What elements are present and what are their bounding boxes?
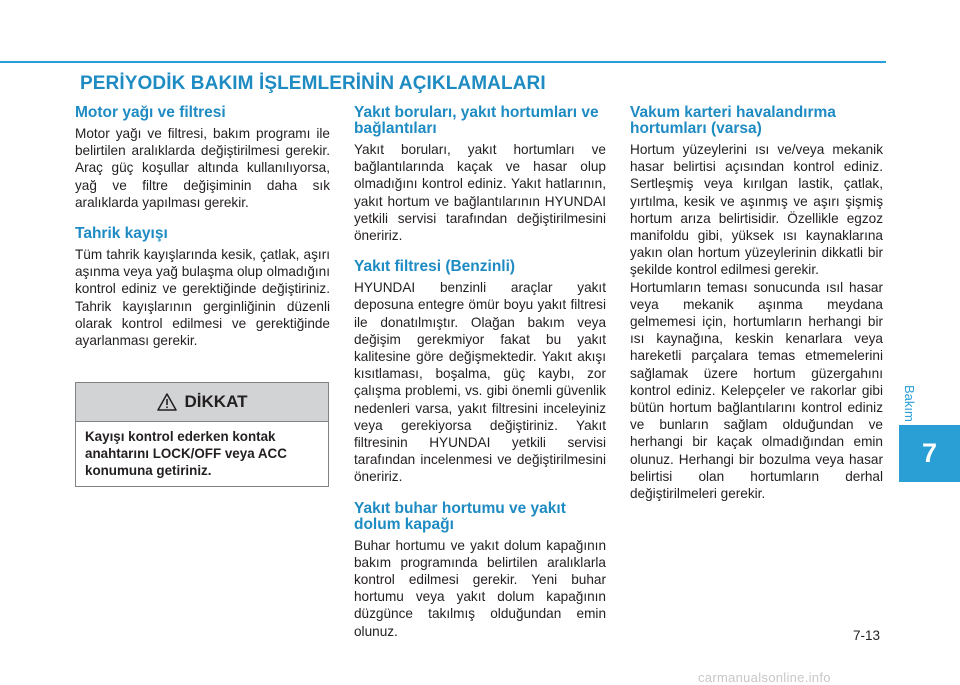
section-title-engine-oil: Motor yağı ve filtresi — [75, 104, 226, 121]
section-body-crankcase-hoses-2: Hortumların teması sonucunda ısıl hasar veya mekanik aşınma meydana gelmemesi için, hortumların herhangi bir ısı kaynağına, keskin kenarlara veya hareketli parçalara temas etmemelerini sağlamak üzere hortum güzergahını kontrol ediniz. Kelepçeler ve rakorlar gibi bütün hortum bağlantılarını kontrol ediniz ve bunların sağlam olduğundan ve herhangi bir kaçak olmadığından emin olunuz. Herhangi bir bozulma veya hasar belirtisi olan hortumların derhal değiştirilmeleri gerekir. — [630, 279, 883, 502]
section-title-fuel-lines: Yakıt boruları, yakıt hortumları ve bağlantıları — [354, 104, 599, 137]
top-rule — [0, 61, 886, 63]
section-title-drive-belt: Tahrik kayışı — [75, 225, 168, 243]
warning-triangle-icon — [157, 393, 177, 411]
column-2 — [354, 105, 606, 640]
chapter-number: 7 — [921, 438, 938, 468]
watermark: carmanualsonline.info — [698, 670, 831, 685]
column-1 — [75, 105, 330, 349]
section-body-engine-oil: Motor yağı ve filtresi, bakım programı ile belirtilen aralıklarda değiştirilmesi gerekir. Araç güç koşullar altında kullanılıyorsa, yağ ve filtre değişiminin daha sık aralıklarda yapılması gerekir. — [75, 126, 330, 210]
chapter-label: Bakım — [902, 385, 917, 422]
section-title-fuel-filter: Yakıt filtresi (Benzinli) — [354, 258, 516, 276]
caution-box — [75, 382, 329, 487]
chapter-tab — [899, 425, 960, 482]
section-title-crankcase-hoses: Vakum karteri havalandırma hortumları (varsa) — [630, 104, 836, 137]
caution-body: Kayışı kontrol ederken kontak anahtarını LOCK/OFF veya ACC konumuna getiriniz. — [85, 429, 287, 478]
page-title: PERİYODİK BAKIM İŞLEMLERİNİN AÇIKLAMALARI — [80, 73, 546, 94]
section-body-crankcase-hoses: Hortum yüzeylerini ısı ve/veya mekanik hasar belirtisi açısından kontrol ediniz. Sertleşmiş veya kırılgan lastik, çatlak, yırtılma, kesik ve aşınmış ve aşırı şişmiş hortum arıza belirtisidir. Özellikle egzoz manifoldu gibi, yüksek ısı kaynaklarına yakın olan hortum yüzeylerinin dikkatli bir şekilde kontrol edilmesi gerekir. — [630, 142, 883, 278]
section-body-vapor-hose: Buhar hortumu ve yakıt dolum kapağının bakım programında belirtilen aralıklarla kontrol edilmesi gerekir. Yeni buhar hortumu veya yakıt dolum kapağının düzgünce takılmış olduğundan emin olunuz. — [354, 537, 606, 639]
section-title-vapor-hose: Yakıt buhar hortumu ve yakıt dolum kapağı — [354, 499, 566, 533]
section-body-fuel-filter: HYUNDAI benzinli araçlar yakıt deposuna entegre ömür boyu yakıt filtresi ile donatılmıştır. Olağan bakım veya değişim gerekmiyor fakat bu yakıt kalitesine göre değişmektedir. Yakıt akışı kısıtlaması, boşalma, güç kaybı, zor çalışma problemi, vs. gibi önemli güvenlik nedenleri varsa, yakıt filtresini inceleyiniz veya gerekiyorsa değiştiriniz. Yakıt filtresinin HYUNDAI yetkili servisi tarafından incelenmesi ve değiştirilmesini öneririz. — [354, 280, 606, 485]
section-body-drive-belt: Tüm tahrik kayışlarında kesik, çatlak, aşırı aşınma veya yağ bulaşma olup olmadığını kontrol ediniz ve gerektiğinde değiştiriniz. Tahrik kayışlarının gerginliğinin düzenli olarak kontrol edilmesi ve gerektiğinde ayarlanması gerekir. — [75, 247, 330, 349]
caution-header — [76, 383, 328, 422]
column-3 — [630, 105, 883, 502]
page-number: 7-13 — [853, 628, 881, 643]
section-body-fuel-lines: Yakıt boruları, yakıt hortumları ve bağlantılarında kaçak ve hasar olup olmadığını kontrol ediniz. Yakıt hatlarının, yakıt hortum ve bağlantılarının HYUNDAI yetkili servisi tarafından değiştirilmesini öneririz. — [354, 142, 606, 244]
caution-title: DİKKAT — [184, 392, 248, 411]
